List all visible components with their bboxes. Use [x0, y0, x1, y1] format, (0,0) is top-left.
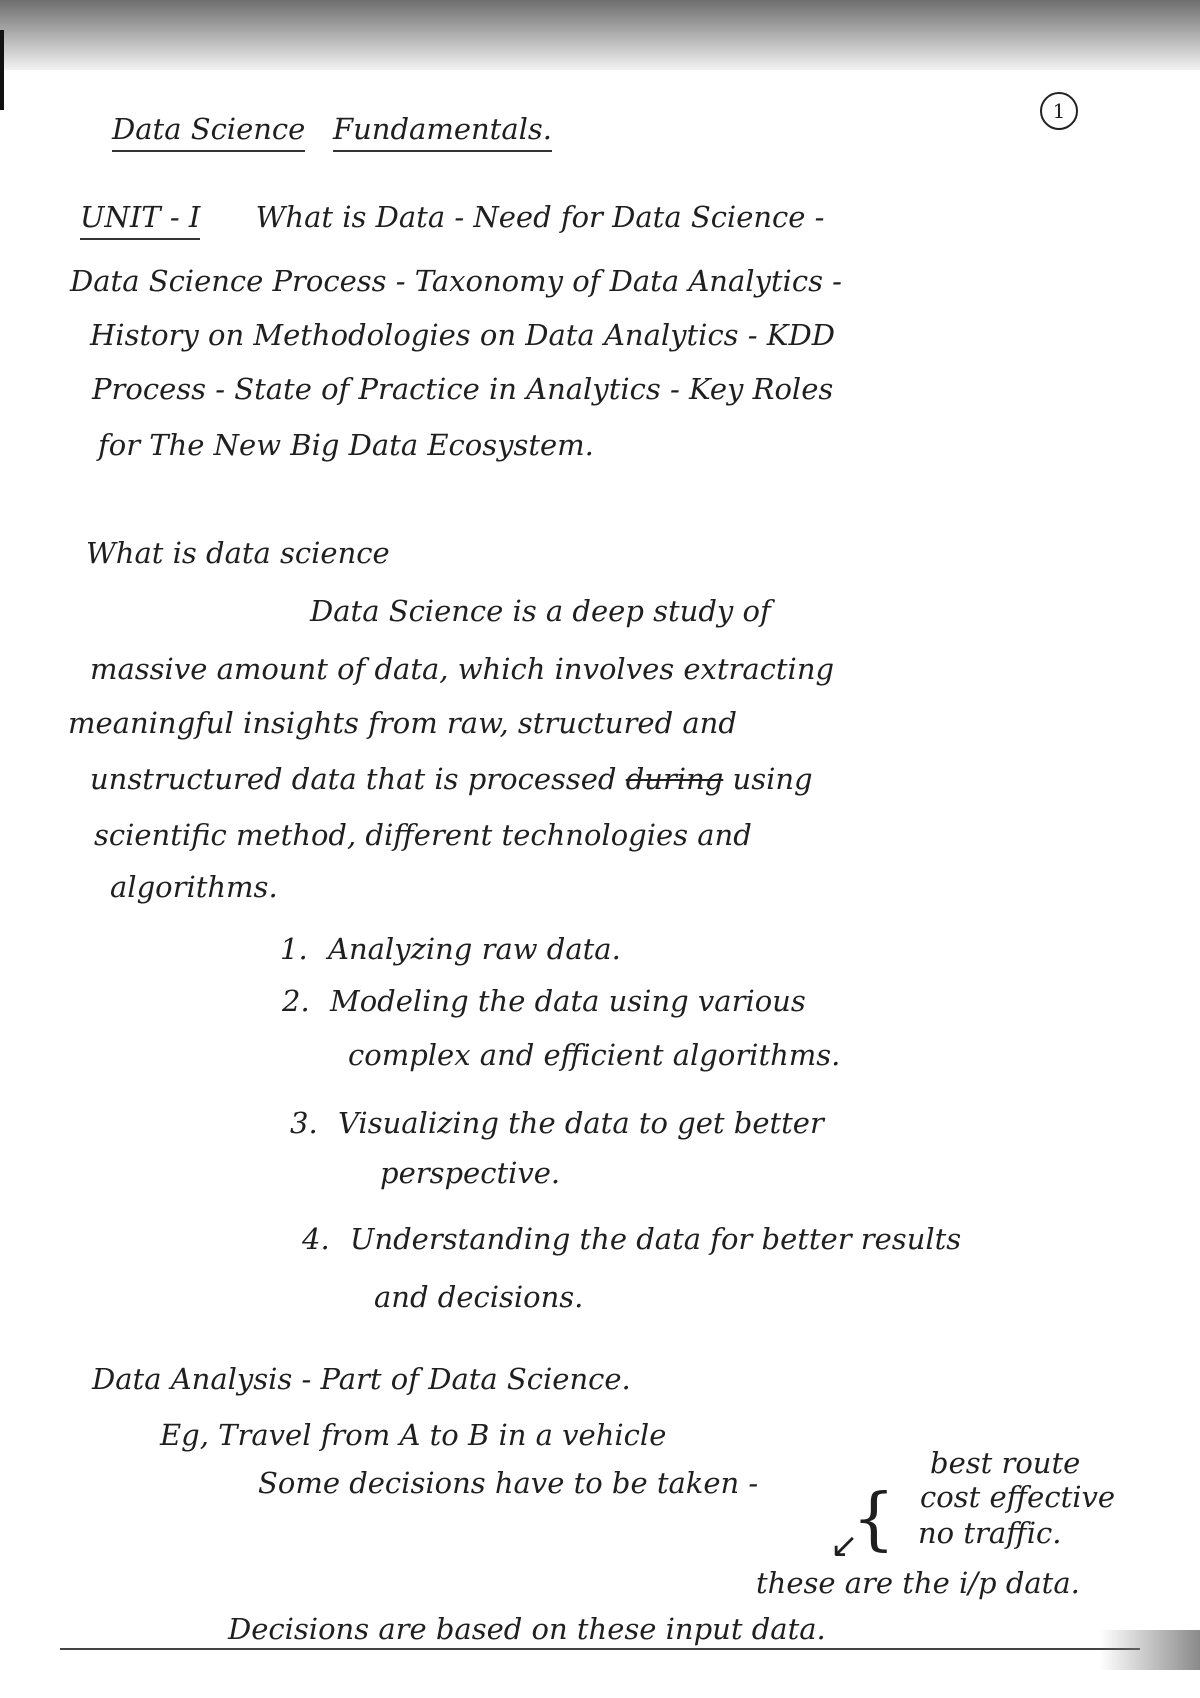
definition-line-4-post: using: [732, 762, 813, 796]
definition-line-6: algorithms.: [110, 870, 278, 904]
down-arrow-icon: ↙: [830, 1526, 859, 1566]
analysis-note: these are the i/p data.: [756, 1566, 1080, 1600]
definition-line-1: Data Science is a deep study of: [310, 594, 771, 628]
title-part-1: Data Science: [112, 112, 305, 152]
list-item: [282, 984, 806, 1018]
page-left-edge: [0, 30, 4, 110]
list-item-text: Modeling the data using various: [330, 984, 806, 1018]
page-top-shadow: [0, 0, 1200, 70]
analysis-line-2: Eg, Travel from A to B in a vehicle: [160, 1418, 667, 1452]
list-item: [302, 1222, 961, 1256]
list-item-continuation: perspective.: [380, 1156, 561, 1190]
unit-line-3: History on Methodologies on Data Analytics - KDD: [90, 318, 835, 352]
list-item-continuation: and decisions.: [374, 1280, 584, 1314]
unit-line-4: Process - State of Practice in Analytics - Key Roles: [92, 372, 834, 406]
definition-line-4: [90, 762, 813, 796]
list-item-number: 3.: [290, 1106, 318, 1140]
list-item-text: Understanding the data for better results: [350, 1222, 962, 1256]
definition-struck-word: during: [625, 762, 724, 796]
title-part-2: Fundamentals.: [333, 112, 552, 152]
analysis-line-3: Some decisions have to be taken -: [258, 1466, 759, 1500]
definition-line-2: massive amount of data, which involves extracting: [90, 652, 835, 686]
list-item-continuation: complex and efficient algorithms.: [348, 1038, 841, 1072]
list-item-number: 2.: [282, 984, 310, 1018]
analysis-final-line: Decisions are based on these input data.: [228, 1612, 826, 1646]
analysis-option: best route: [930, 1446, 1081, 1480]
analysis-option: no traffic.: [918, 1516, 1062, 1550]
page-number: 1: [1040, 92, 1078, 130]
unit-line-5: for The New Big Data Ecosystem.: [98, 428, 594, 462]
brace-mark: {: [852, 1480, 896, 1559]
analysis-option: cost effective: [920, 1480, 1116, 1514]
list-item: [280, 932, 621, 966]
list-item-text: Analyzing raw data.: [328, 932, 621, 966]
definition-line-5: scientific method, different technologies and: [94, 818, 752, 852]
page-title: [112, 112, 552, 146]
analysis-line-1: Data Analysis - Part of Data Science.: [92, 1362, 631, 1396]
list-item-number: 1.: [280, 932, 308, 966]
unit-line-2: Data Science Process - Taxonomy of Data Analytics -: [70, 264, 842, 298]
page-bottom-shadow: [1100, 1630, 1200, 1670]
section-heading: What is data science: [86, 536, 390, 570]
unit-line-1: [80, 200, 824, 234]
list-item-number: 4.: [302, 1222, 330, 1256]
definition-line-3: meaningful insights from raw, structured and: [68, 706, 737, 740]
list-item-text: Visualizing the data to get better: [338, 1106, 824, 1140]
page-bottom-rule: [60, 1648, 1140, 1650]
list-item: [290, 1106, 824, 1140]
unit-text-1: What is Data - Need for Data Science -: [255, 200, 825, 234]
definition-line-4-pre: unstructured data that is processed: [90, 762, 617, 796]
unit-label: UNIT - I: [80, 200, 200, 240]
